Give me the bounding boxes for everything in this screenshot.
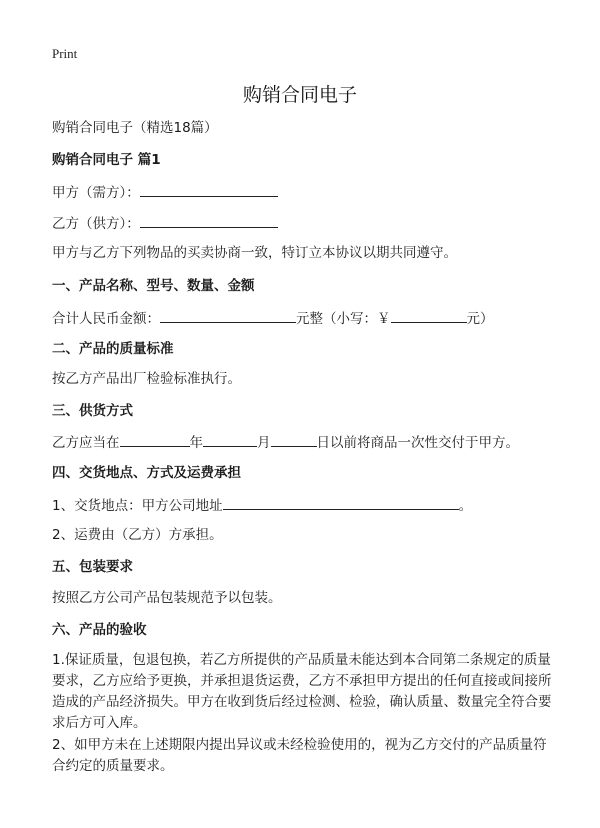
heading-supply: 三、供货方式 bbox=[52, 403, 133, 419]
acceptance-clause-2: 2、如甲方未在上述期限内提出异议或未经检验使用的，视为乙方交付的产品质量符合约定的质量要求。 bbox=[52, 737, 547, 774]
party-b-blank[interactable] bbox=[140, 212, 278, 228]
party-a-blank[interactable] bbox=[140, 181, 278, 197]
section-title: 购销合同电子 篇1 bbox=[52, 152, 161, 168]
quality-text: 按乙方产品出厂检验标准执行。 bbox=[52, 371, 241, 387]
intro-text: 甲方与乙方下列物品的买卖协商一致，特订立本协议以期共同遵守。 bbox=[52, 245, 457, 261]
heading-product: 一、产品名称、型号、数量、金额 bbox=[52, 278, 255, 294]
amount-line bbox=[52, 307, 494, 329]
amount-prefix: 合计人民币金额： bbox=[52, 311, 160, 327]
heading-packing: 五、包装要求 bbox=[52, 559, 133, 575]
supply-prefix: 乙方应当在 bbox=[52, 435, 120, 451]
packing-text: 按照乙方公司产品包装规范予以包装。 bbox=[52, 590, 282, 606]
heading-acceptance: 六、产品的验收 bbox=[52, 622, 147, 638]
heading-delivery: 四、交货地点、方式及运费承担 bbox=[52, 465, 241, 481]
supply-year-blank[interactable] bbox=[120, 431, 190, 447]
supply-day-blank[interactable] bbox=[271, 431, 317, 447]
delivery-line bbox=[52, 494, 472, 516]
amount-suffix: 元） bbox=[466, 311, 494, 327]
freight-text: 2、运费由（乙方）方承担。 bbox=[52, 527, 223, 543]
delivery-prefix: 1、交货地点：甲方公司地址 bbox=[52, 498, 223, 514]
supply-line bbox=[52, 431, 519, 453]
party-b-line bbox=[52, 212, 278, 234]
heading-quality: 二、产品的质量标准 bbox=[52, 341, 174, 357]
party-a-line bbox=[52, 181, 278, 203]
delivery-suffix: 。 bbox=[458, 498, 473, 514]
party-a-label: 甲方（需方）： bbox=[52, 185, 140, 201]
acceptance-clause-1: 1.保证质量，包退包换，若乙方所提供的产品质量未能达到本合同第二条规定的质量要求，乙方应给予更换，并承担退货运费，乙方不承担甲方提出的任何直接或间接所造成的产品经济损失。甲方在收到货后经过检测、检验，确认质量、数量完全符合要求后方可入库。 bbox=[52, 652, 552, 731]
amount-mid: 元整（小写：￥ bbox=[296, 311, 391, 327]
document-subtitle: 购销合同电子（精选18篇） bbox=[52, 120, 218, 136]
supply-suffix: 日以前将商品一次性交付于甲方。 bbox=[316, 435, 519, 451]
amount-words-blank[interactable] bbox=[160, 307, 296, 323]
party-b-label: 乙方（供方）： bbox=[52, 216, 140, 232]
delivery-address-blank[interactable] bbox=[223, 494, 459, 510]
print-label[interactable]: Print bbox=[52, 46, 78, 61]
supply-month-label: 月 bbox=[257, 435, 271, 451]
supply-year-label: 年 bbox=[189, 435, 203, 451]
amount-figures-blank[interactable] bbox=[391, 307, 467, 323]
document-title: 购销合同电子 bbox=[242, 84, 357, 106]
supply-month-blank[interactable] bbox=[203, 431, 257, 447]
